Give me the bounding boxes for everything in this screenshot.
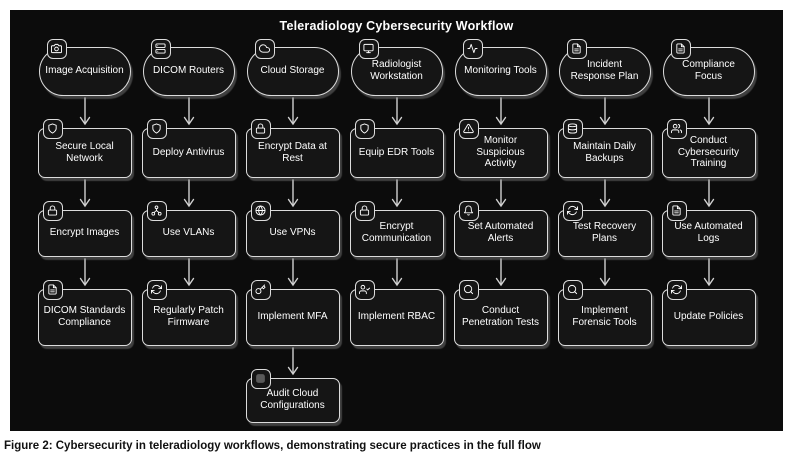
file-text-icon [567,39,587,59]
flow-arrow-down-icon [701,259,717,286]
workflow-columns [10,44,783,425]
flow-arrow-down-icon [389,98,405,125]
node-label: DICOM Routers [152,65,225,77]
search-icon [563,280,583,300]
node-slot [658,125,759,180]
bell-icon [459,201,479,221]
node-slot [554,125,655,180]
node-slot [554,44,655,98]
node-slot [658,207,759,259]
file-text-icon [667,201,687,221]
alert-triangle-icon [459,119,479,139]
workflow-column-incident-response-plan [554,44,655,425]
lock-icon [43,201,63,221]
refresh-icon [563,201,583,221]
node-slot [34,44,135,98]
node-use-vpns [246,210,340,257]
node-slot [346,44,447,98]
node-implement-mfa [246,289,340,346]
node-label: Radiologist Workstation [370,59,423,82]
flow-arrow-down-icon [285,348,301,375]
node-compliance-focus [663,47,755,96]
node-label: Set Automated Alerts [467,221,534,244]
workflow-column-cloud-storage [242,44,343,425]
flow-arrow-down-icon [389,180,405,207]
node-encrypt-data-at-rest [246,128,340,178]
cloud-icon [255,39,275,59]
filled-square-icon [251,369,271,389]
node-use-automated-logs [662,210,756,257]
node-slot [242,286,343,348]
flow-arrow-down-icon [77,180,93,207]
workflow-column-image-acquisition [34,44,135,425]
node-label: Monitor Suspicious Activity [476,134,525,170]
node-label: DICOM Standards Compliance [43,305,126,328]
refresh-icon [667,280,687,300]
node-slot [346,125,447,180]
node-slot [658,286,759,348]
node-label: Conduct Penetration Tests [461,305,540,328]
node-label: Use Automated Logs [674,221,743,244]
node-encrypt-images [38,210,132,257]
figure-caption-strip [0,431,793,452]
node-secure-local-network [38,128,132,178]
node-label: Secure Local Network [55,140,114,164]
workflow-column-dicom-routers [138,44,239,425]
monitor-icon [359,39,379,59]
node-slot [34,286,135,348]
node-update-policies [662,289,756,346]
node-cloud-storage [247,47,339,96]
node-dicom-routers [143,47,235,96]
node-label: Update Policies [673,311,744,323]
node-slot [658,44,759,98]
flow-arrow-down-icon [597,180,613,207]
flow-arrow-down-icon [597,259,613,286]
node-encrypt-communication [350,210,444,257]
flow-arrow-down-icon [285,98,301,125]
workflow-column-radiologist-workstation [346,44,447,425]
node-slot [138,286,239,348]
node-label: Image Acquisition [45,65,124,77]
node-monitor-suspicious-activity [454,128,548,178]
node-audit-cloud-configurations [246,378,340,423]
node-label: Maintain Daily Backups [573,140,636,164]
user-check-icon [355,280,375,300]
node-monitoring-tools [455,47,547,96]
node-slot [138,207,239,259]
lock-icon [251,119,271,139]
node-slot [138,125,239,180]
shield-icon [43,119,63,139]
node-slot [242,125,343,180]
node-test-recovery-plans [558,210,652,257]
flow-arrow-down-icon [181,180,197,207]
node-implement-rbac [350,289,444,346]
node-use-vlans [142,210,236,257]
node-label: Encrypt Images [49,227,120,239]
flow-arrow-down-icon [181,98,197,125]
flow-arrow-down-icon [701,180,717,207]
node-label: Regularly Patch Firmware [153,305,224,328]
node-dicom-standards-compliance [38,289,132,346]
flow-arrow-down-icon [493,180,509,207]
node-conduct-penetration-tests [454,289,548,346]
workflow-column-compliance-focus [658,44,759,425]
node-conduct-cybersecurity-training [662,128,756,178]
flow-arrow-down-icon [77,98,93,125]
flow-arrow-down-icon [493,259,509,286]
node-label: Implement Forensic Tools [572,305,637,328]
shield-icon [355,119,375,139]
diagram-title: Teleradiology Cybersecurity Workflow [279,19,514,33]
node-slot [138,44,239,98]
globe-icon [251,201,271,221]
node-slot [242,207,343,259]
node-label: Use VPNs [269,227,316,239]
node-deploy-antivirus [142,128,236,178]
node-equip-edr-tools [350,128,444,178]
lock-icon [355,201,375,221]
activity-icon [463,39,483,59]
flow-arrow-down-icon [77,259,93,286]
users-icon [667,119,687,139]
node-label: Deploy Antivirus [152,146,225,158]
node-label: Equip EDR Tools [358,146,435,158]
refresh-icon [147,280,167,300]
flow-arrow-down-icon [493,98,509,125]
file-text-icon [671,39,691,59]
node-label: Conduct Cybersecurity Training [677,134,740,170]
file-text-icon [43,280,63,300]
node-slot [450,207,551,259]
flow-arrow-down-icon [181,259,197,286]
node-label: Encrypt Data at Rest [258,140,327,164]
node-incident-response-plan [559,47,651,96]
search-icon [459,280,479,300]
node-label: Compliance Focus [682,59,735,82]
camera-icon [47,39,67,59]
node-slot [34,207,135,259]
node-slot [450,125,551,180]
node-slot [346,207,447,259]
flow-arrow-down-icon [285,180,301,207]
node-label: Implement RBAC [357,311,436,323]
server-icon [151,39,171,59]
shield-icon [147,119,167,139]
flow-arrow-down-icon [389,259,405,286]
database-icon [563,119,583,139]
node-slot [554,286,655,348]
diagram-board [10,10,783,431]
node-slot [242,375,343,425]
node-label: Monitoring Tools [464,65,537,77]
node-implement-forensic-tools [558,289,652,346]
node-set-automated-alerts [454,210,548,257]
node-slot [346,286,447,348]
node-slot [554,207,655,259]
node-label: Encrypt Communication [361,221,432,244]
flow-arrow-down-icon [701,98,717,125]
node-regularly-patch-firmware [142,289,236,346]
key-icon [251,280,271,300]
network-icon [147,201,167,221]
node-label: Implement MFA [257,311,328,323]
flow-arrow-down-icon [597,98,613,125]
node-image-acquisition [39,47,131,96]
node-radiologist-workstation [351,47,443,96]
node-slot [242,44,343,98]
figure-caption: Figure 2: Cybersecurity in teleradiology workflows, demonstrating secure practices in the full flow [4,440,541,452]
node-label: Test Recovery Plans [572,221,637,244]
node-label: Incident Response Plan [570,59,639,82]
workflow-column-monitoring-tools [450,44,551,425]
node-slot [450,44,551,98]
node-slot [34,125,135,180]
node-slot [450,286,551,348]
node-label: Use VLANs [162,227,215,239]
flow-arrow-down-icon [285,259,301,286]
node-maintain-daily-backups [558,128,652,178]
node-label: Audit Cloud Configurations [260,388,325,411]
node-label: Cloud Storage [260,65,325,77]
